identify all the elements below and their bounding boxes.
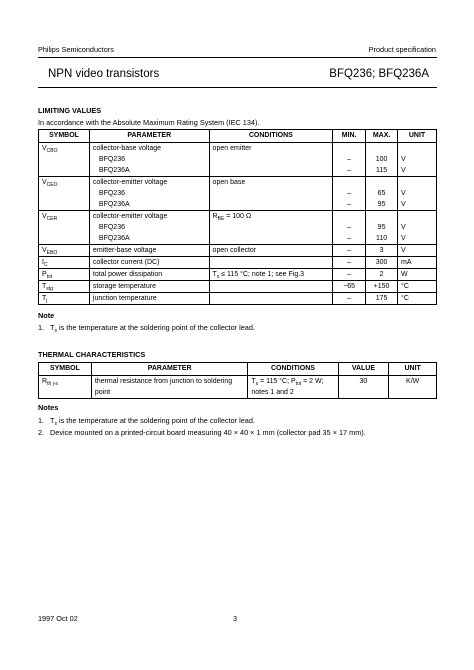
parameter-cell: BFQ236 [89,188,209,199]
unit-cell [398,211,437,223]
note-number: 1. [38,323,45,332]
company-name: Philips Semiconductors [38,45,114,54]
conditions-cell [209,281,333,293]
conditions-cell [209,188,333,199]
unit-cell: V [398,188,437,199]
note-text: is the temperature at the soldering point of the collector lead. [56,323,255,332]
parameter-cell: BFQ236A [89,165,209,177]
max-cell: 110 [366,233,398,245]
note-number: 2. [38,428,45,437]
parameter-cell: BFQ236 [89,154,209,165]
limiting-values-intro: In accordance with the Absolute Maximum Rating System (IEC 134). [38,118,260,127]
product-title: NPN video transistors [48,68,160,80]
conditions-cell [209,199,333,211]
table-row [39,188,437,199]
max-cell [366,211,398,223]
footer-date: 1997 Oct 02 [38,614,78,623]
min-cell: – [333,233,366,245]
max-cell: 65 [366,188,398,199]
max-cell: 95 [366,199,398,211]
unit-cell [398,177,437,189]
min-cell: – [333,222,366,233]
min-cell [333,177,366,189]
limiting-values-table [38,129,437,305]
table-row [39,211,437,223]
parameter-cell: total power dissipation [89,269,209,281]
min-cell: – [333,165,366,177]
min-cell: – [333,188,366,199]
max-cell: 300 [366,257,398,269]
table-row [39,222,437,233]
max-cell [366,143,398,155]
unit-cell [398,143,437,155]
conditions-cell: $T_s \le 115$ °C; note 1; see Fig.3 [209,269,333,281]
table-row [39,245,437,257]
column-header: SYMBOL [39,130,90,143]
min-cell: −65 [333,281,366,293]
symbol-cell [39,222,90,233]
symbol-cell: $V_{CER}$ [39,211,90,223]
note-item: 1. $T_s$ is the temperature at the soldering point of the collector lead. [38,416,255,427]
conditions-cell: $T_s = 115$ °C; $P_{tot} = 2$ W; notes 1 and 2 [248,376,338,399]
unit-cell: V [398,233,437,245]
unit-cell: K/W [389,376,437,399]
note-symbol: T [50,323,55,332]
note-item [38,323,255,332]
symbol-cell [39,188,90,199]
column-header: UNIT [398,130,437,143]
min-cell: – [333,154,366,165]
min-cell: – [333,245,366,257]
max-cell: +150 [366,281,398,293]
conditions-cell: open base [209,177,333,189]
unit-cell: W [398,269,437,281]
unit-cell: V [398,245,437,257]
conditions-cell [209,222,333,233]
symbol-cell [39,199,90,211]
max-cell [366,177,398,189]
table-row [39,177,437,189]
table-row [39,233,437,245]
column-header: PARAMETER [89,130,209,143]
conditions-cell: open collector [209,245,333,257]
note-number: 1. [38,416,45,425]
table-row [39,281,437,293]
symbol-cell: $T_{stg}$ [39,281,90,293]
conditions-cell: $R_{BE} = 100$ Ω [209,211,333,223]
parameter-cell: collector current (DC) [89,257,209,269]
max-cell: 2 [366,269,398,281]
parameter-cell: BFQ236A [89,233,209,245]
table-row [39,269,437,281]
max-cell: 115 [366,165,398,177]
column-header: UNIT [389,363,437,376]
part-numbers: BFQ236; BFQ236A [329,68,429,80]
unit-cell: mA [398,257,437,269]
notes-heading: Notes [38,403,59,412]
symbol-cell [39,154,90,165]
symbol-cell: $R_{th j-s}$ [39,376,92,399]
page-number: 3 [233,614,238,623]
symbol-cell: $I_C$ [39,257,90,269]
note-item [38,428,366,437]
thermal-table [38,362,437,399]
conditions-cell [209,165,333,177]
note-text: Device mounted on a printed-circuit board measuring 40 × 40 × 1 mm (collector pad 35 × 17 mm). [50,428,366,437]
parameter-cell: junction temperature [89,293,209,305]
unit-cell: °C [398,293,437,305]
table-row [39,257,437,269]
min-cell: – [333,199,366,211]
max-cell: 100 [366,154,398,165]
parameter-cell: thermal resistance from junction to soldering point [91,376,248,399]
table-header-row [39,130,437,143]
note-heading: Note [38,311,55,320]
column-header: VALUE [338,363,389,376]
unit-cell: °C [398,281,437,293]
min-cell: – [333,269,366,281]
symbol-cell: $V_{CBO}$ [39,143,90,155]
min-cell: – [333,293,366,305]
max-cell: 175 [366,293,398,305]
parameter-cell: collector-emitter voltage [89,177,209,189]
limiting-values-heading: LIMITING VALUES [38,106,102,115]
unit-cell: V [398,222,437,233]
column-header: MAX. [366,130,398,143]
title-rule [38,87,437,88]
parameter-cell: BFQ236 [89,222,209,233]
conditions-cell [209,293,333,305]
symbol-cell: $T_j$ [39,293,90,305]
symbol-cell [39,165,90,177]
thermal-heading: THERMAL CHARACTERISTICS [38,350,146,359]
column-header: CONDITIONS [248,363,338,376]
parameter-cell: BFQ236A [89,199,209,211]
table-row [39,293,437,305]
document-type: Product specification [368,45,436,54]
unit-cell: V [398,199,437,211]
value-cell: 30 [338,376,389,399]
conditions-cell [209,257,333,269]
header-rule [38,57,437,58]
table-row [39,199,437,211]
parameter-cell: collector-base voltage [89,143,209,155]
table-row [39,154,437,165]
parameter-cell: emitter-base voltage [89,245,209,257]
conditions-cell [209,233,333,245]
limiting-values-body [39,143,437,305]
note-symbol-subscript: s [54,328,57,334]
table-row [39,143,437,155]
table-header-row [39,363,437,376]
min-cell [333,143,366,155]
symbol-cell: $V_{CEO}$ [39,177,90,189]
column-header: SYMBOL [39,363,92,376]
column-header: CONDITIONS [209,130,333,143]
conditions-cell [209,154,333,165]
parameter-cell: collector-emitter voltage [89,211,209,223]
parameter-cell: storage temperature [89,281,209,293]
max-cell: 95 [366,222,398,233]
table-row [39,376,437,399]
unit-cell: V [398,154,437,165]
conditions-cell: open emitter [209,143,333,155]
symbol-cell: $P_{tot}$ [39,269,90,281]
symbol-cell [39,233,90,245]
min-cell [333,211,366,223]
unit-cell: V [398,165,437,177]
table-row [39,165,437,177]
column-header: MIN. [333,130,366,143]
min-cell: – [333,257,366,269]
symbol-cell: $V_{EBO}$ [39,245,90,257]
column-header: PARAMETER [91,363,248,376]
max-cell: 3 [366,245,398,257]
